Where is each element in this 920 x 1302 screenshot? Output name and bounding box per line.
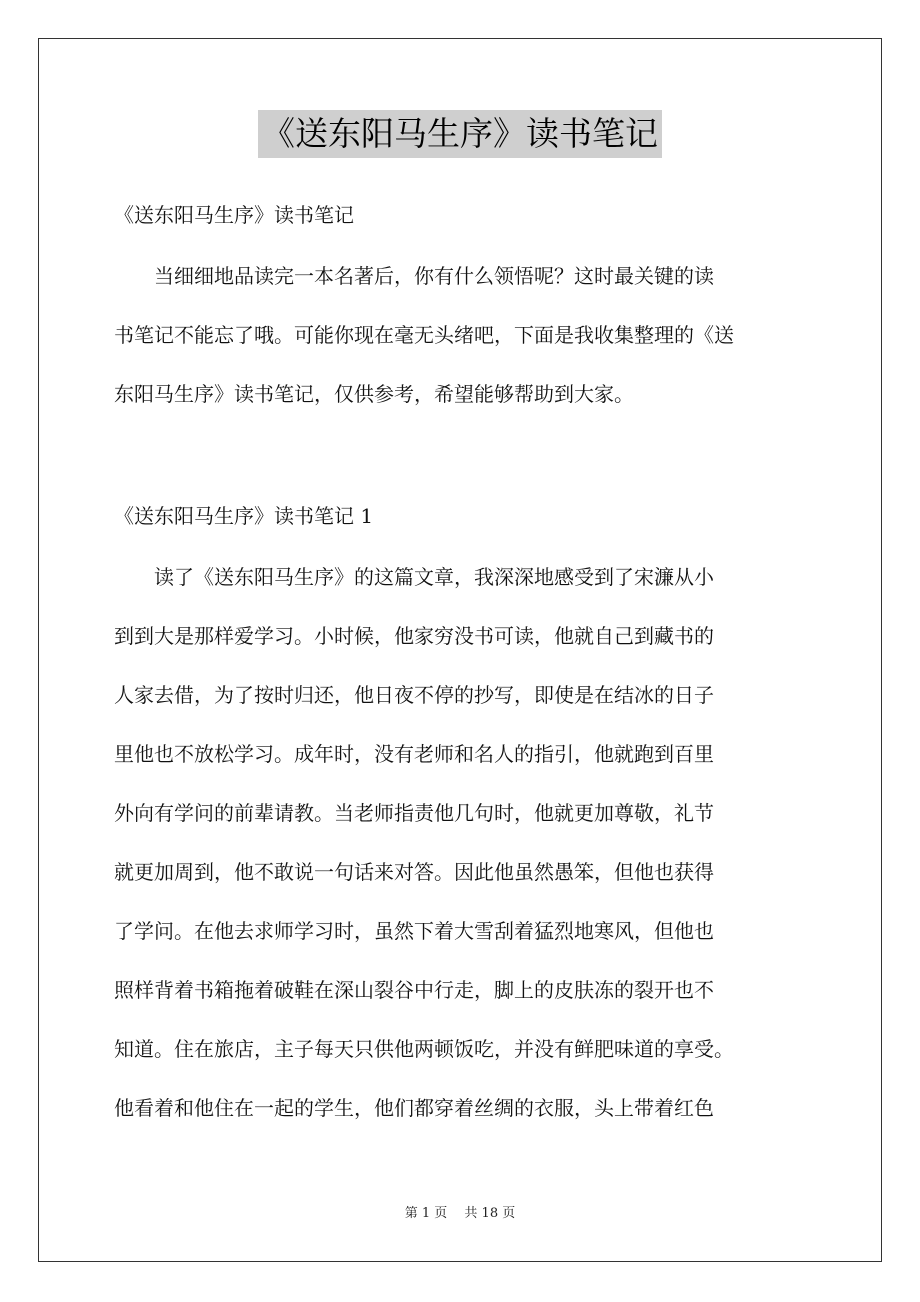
body-paragraph <box>114 548 820 1138</box>
intro-paragraph <box>114 247 820 424</box>
title-container <box>0 110 920 158</box>
body-line: 了学问。在他去求师学习时，虽然下着大雪刮着猛烈地寒风，但他也 <box>114 919 714 943</box>
document-title: 《送东阳马生序》读书笔记 <box>258 110 662 158</box>
body-line: 到到大是那样爱学习。小时候，他家穷没书可读，他就自己到藏书的 <box>114 624 714 648</box>
document-subtitle: 《送东阳马生序》读书笔记 <box>114 203 354 227</box>
body-line: 读了《送东阳马生序》的这篇文章，我深深地感受到了宋濂从小 <box>114 565 714 589</box>
intro-line: 书笔记不能忘了哦。可能你现在毫无头绪吧，下面是我收集整理的《送 <box>114 323 734 347</box>
intro-line: 当细细地品读完一本名著后，你有什么领悟呢？这时最关键的读 <box>114 264 714 288</box>
body-line: 外向有学问的前辈请教。当老师指责他几句时，他就更加尊敬，礼节 <box>114 801 714 825</box>
body-line: 就更加周到，他不敢说一句话来对答。因此他虽然愚笨，但他也获得 <box>114 860 714 884</box>
body-line: 知道。住在旅店，主子每天只供他两顿饭吃，并没有鲜肥味道的享受。 <box>114 1037 734 1061</box>
section-heading: 《送东阳马生序》读书笔记 1 <box>114 504 374 528</box>
page-footer: 第 1 页 共 18 页 <box>404 1206 516 1221</box>
body-line: 照样背着书箱拖着破鞋在深山裂谷中行走，脚上的皮肤冻的裂开也不 <box>114 978 714 1002</box>
body-line: 人家去借，为了按时归还，他日夜不停的抄写，即使是在结冰的日子 <box>114 683 714 707</box>
body-line: 他看着和他住在一起的学生，他们都穿着丝绸的衣服，头上带着红色 <box>114 1096 714 1120</box>
body-line: 里他也不放松学习。成年时，没有老师和名人的指引，他就跑到百里 <box>114 742 714 766</box>
intro-line: 东阳马生序》读书笔记，仅供参考，希望能够帮助到大家。 <box>114 382 634 406</box>
